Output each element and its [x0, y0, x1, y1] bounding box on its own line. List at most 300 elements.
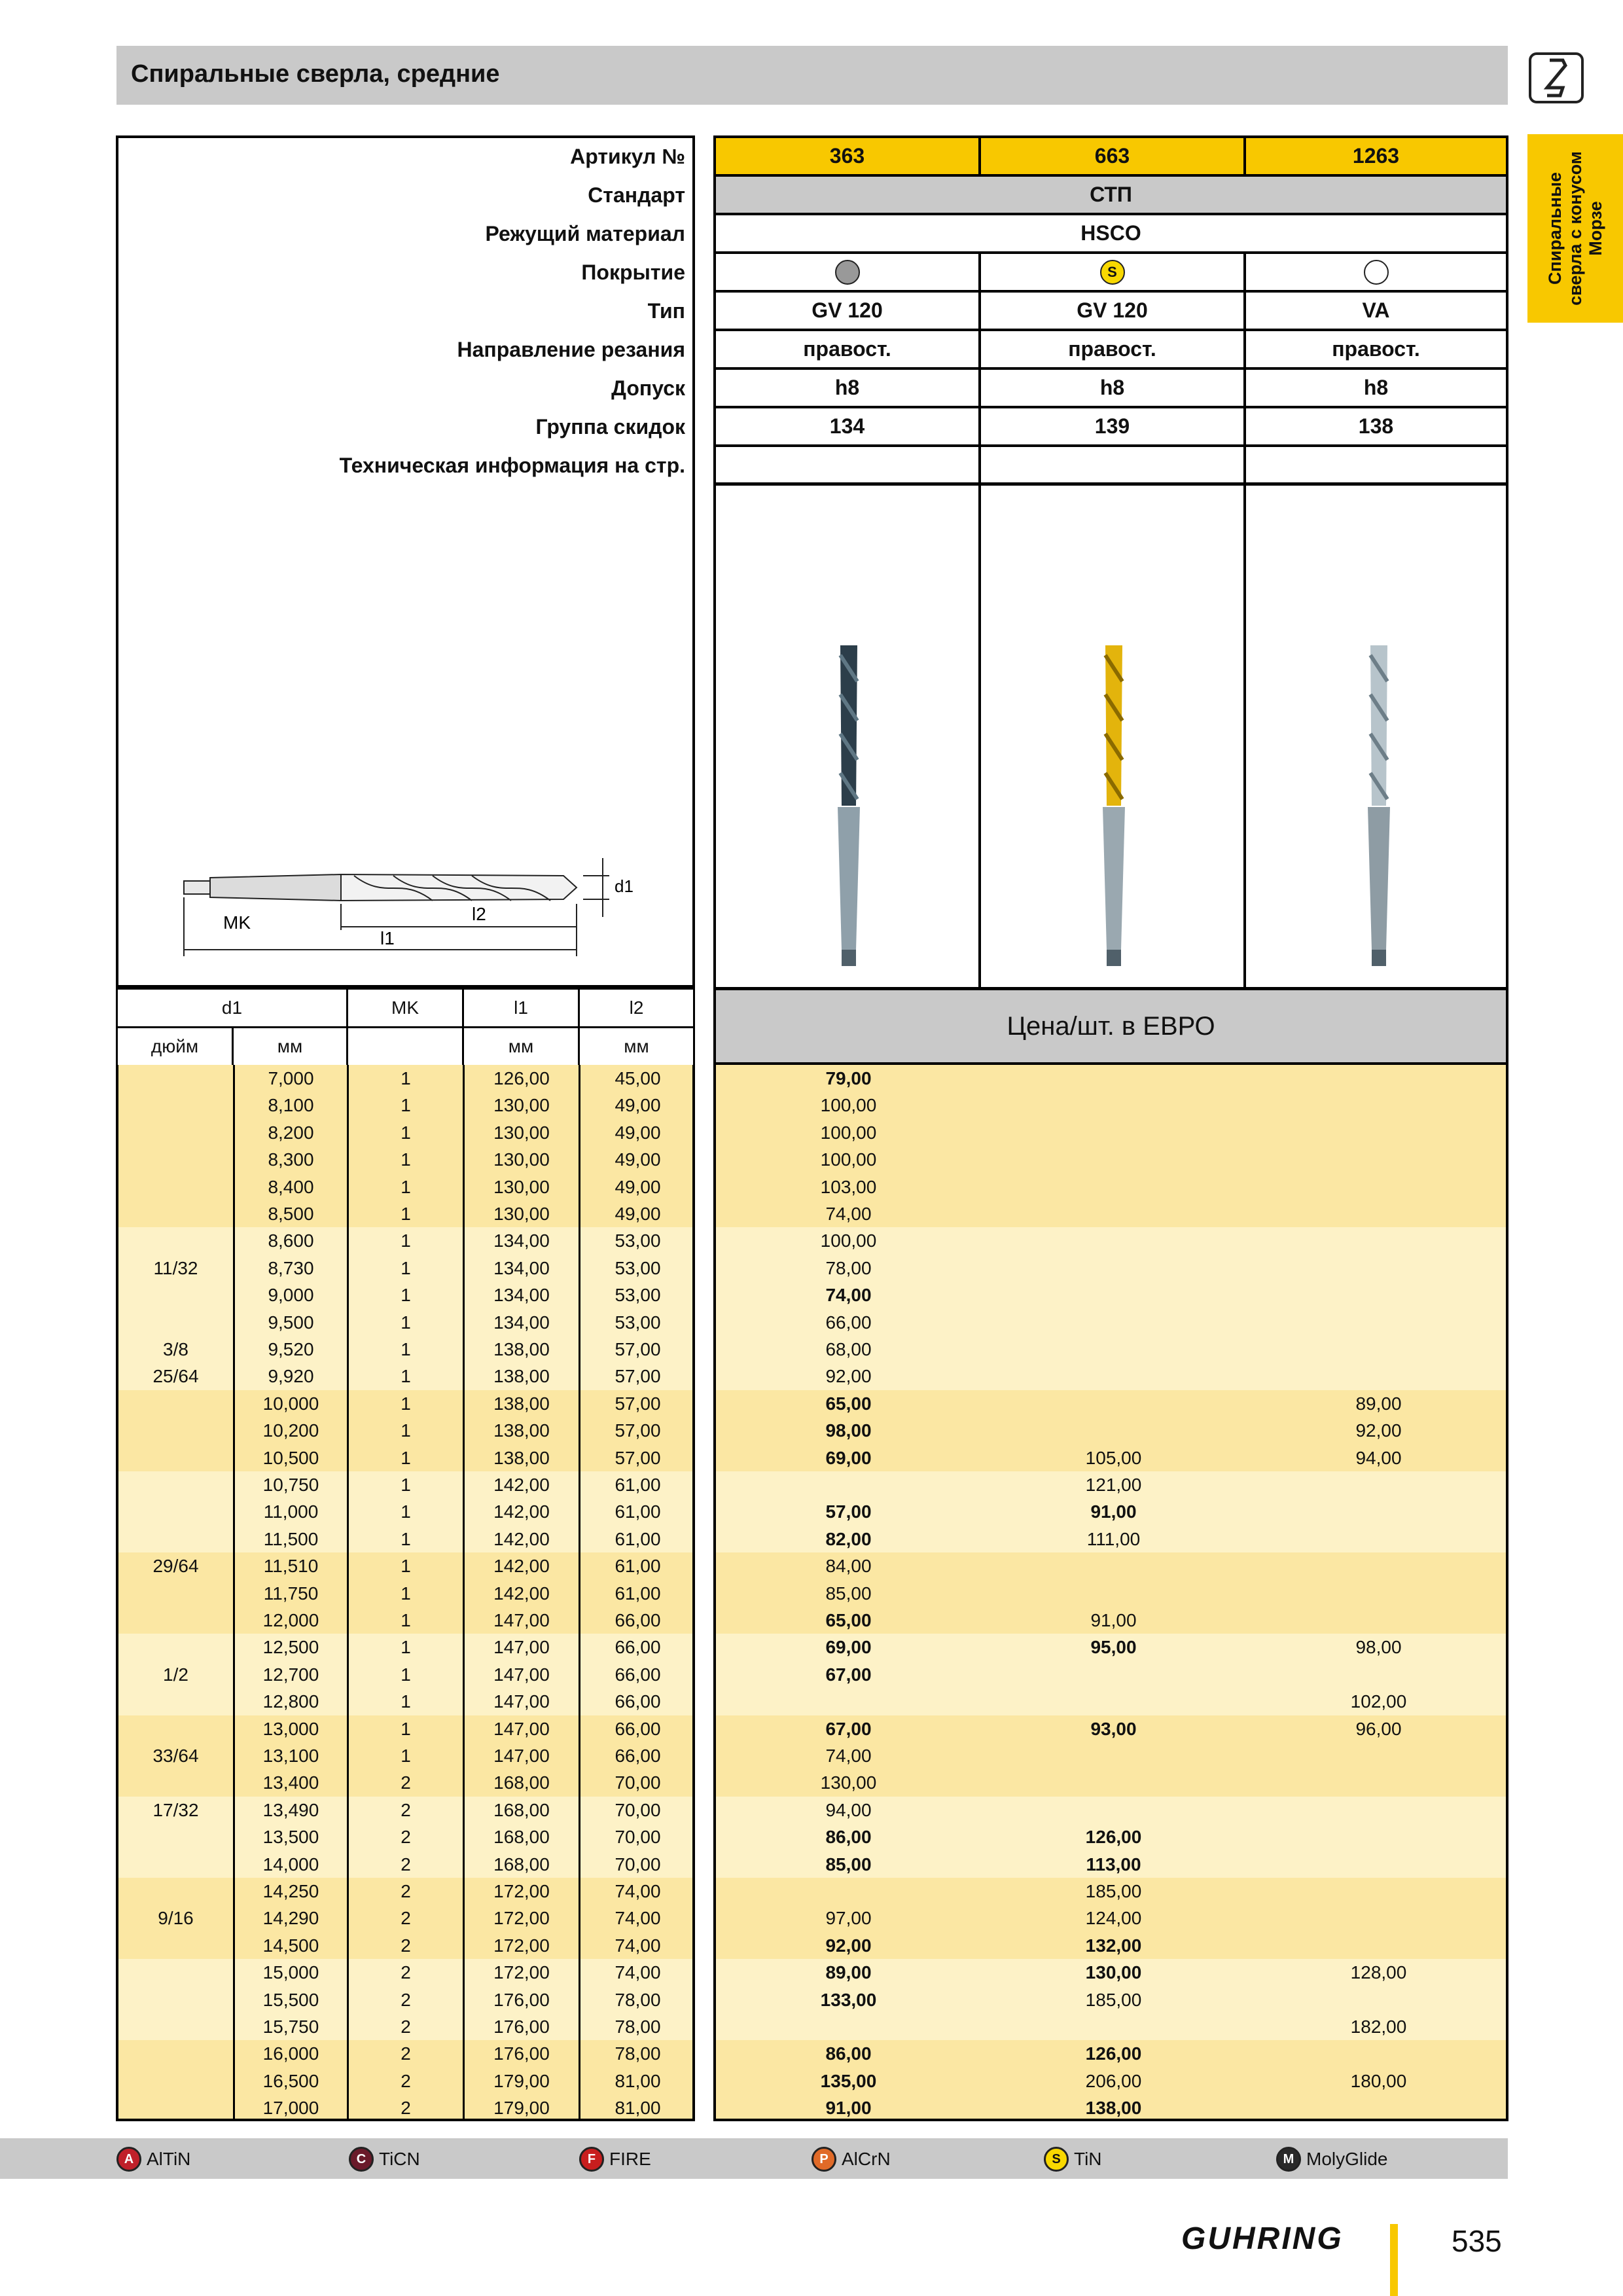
cell-l1: 138,00: [493, 1420, 550, 1441]
cell-d1: 14,290: [262, 1908, 319, 1929]
cell-price-1263: 180,00: [1350, 2070, 1407, 2091]
cell-mk: 1: [401, 1718, 411, 1739]
cell-inch: [118, 1715, 233, 1742]
cell-inch: [118, 2013, 233, 2040]
cell-l2: 66,00: [615, 1691, 661, 1712]
spec-label-coating: Покрытие: [581, 260, 685, 284]
cell-l2: 70,00: [615, 1827, 661, 1848]
cell-mk: 1: [401, 1149, 411, 1170]
cell-mk: 1: [401, 1393, 411, 1414]
cell-price-663: [981, 2013, 1246, 2040]
legend-item-molyglide: [1276, 2146, 1387, 2172]
cell-mk: 1: [401, 1339, 411, 1359]
page-number: 535: [1452, 2224, 1502, 2258]
cell-l2: 70,00: [615, 1799, 661, 1820]
cell-price-663: [981, 1580, 1246, 1607]
cell-mk: 1: [401, 1230, 411, 1251]
cell-price-363: 91,00: [825, 2098, 872, 2119]
altin-icon: A: [116, 2147, 141, 2172]
cell-l1: 142,00: [493, 1501, 550, 1522]
cell-l1: 147,00: [493, 1664, 550, 1685]
cell-mk: 2: [401, 1989, 411, 2010]
cell-price-663: [981, 1174, 1246, 1200]
cell-inch: [118, 1092, 233, 1119]
col-subheader-mm-l2: мм: [578, 1026, 695, 1067]
side-tab-line3: Морзе: [1585, 201, 1605, 256]
cell-mk: 1: [401, 1501, 411, 1522]
cell-l2: 74,00: [615, 1908, 661, 1929]
cell-l1: 138,00: [493, 1339, 550, 1359]
cell-mk: 2: [401, 1881, 411, 1901]
cell-price-1263: [1246, 1174, 1508, 1200]
spec-label-discount: Группа скидок: [535, 415, 685, 439]
cell-d1: 9,920: [268, 1366, 314, 1387]
cell-price-663: [981, 1742, 1246, 1769]
cell-price-363: 69,00: [825, 1447, 872, 1468]
cell-price-363: [716, 1471, 981, 1498]
cell-d1: 13,400: [262, 1772, 319, 1793]
cell-inch: 33/64: [152, 1746, 199, 1766]
cell-l1: 142,00: [493, 1556, 550, 1577]
cell-price-1263: [1246, 1200, 1508, 1227]
cell-d1: 15,750: [262, 2017, 319, 2037]
discount-1: 134: [713, 406, 981, 447]
cell-inch: [118, 1932, 233, 1959]
cell-price-1263: [1246, 1363, 1508, 1390]
cell-l1: 134,00: [493, 1257, 550, 1278]
cell-mk: 1: [401, 1637, 411, 1658]
cell-price-663: [981, 1146, 1246, 1173]
cell-l2: 78,00: [615, 1989, 661, 2010]
cell-inch: [118, 1607, 233, 1634]
discount-3: 138: [1243, 406, 1508, 447]
cell-d1: 15,000: [262, 1962, 319, 1983]
direction-3: правост.: [1243, 329, 1508, 370]
cell-price-663: [981, 1417, 1246, 1444]
cell-d1: 13,490: [262, 1799, 319, 1820]
cell-price-363: 82,00: [825, 1528, 872, 1549]
spec-box: [116, 135, 695, 988]
cell-inch: [118, 1417, 233, 1444]
alcrn-icon: P: [812, 2147, 836, 2172]
cell-price-663: 126,00: [1085, 2043, 1142, 2064]
cell-l1: 176,00: [493, 2017, 550, 2037]
cell-mk: 1: [401, 1691, 411, 1712]
cell-price-363: 100,00: [820, 1122, 877, 1143]
cell-inch: [118, 1769, 233, 1796]
col-subheader-inch: дюйм: [116, 1026, 234, 1067]
cell-l2: 57,00: [615, 1393, 661, 1414]
cell-d1: 14,250: [262, 1881, 319, 1901]
cell-l2: 81,00: [615, 2098, 661, 2119]
cell-l2: 45,00: [615, 1068, 661, 1088]
cell-price-663: [981, 1309, 1246, 1336]
cell-d1: 12,000: [262, 1610, 319, 1630]
cell-price-1263: 89,00: [1355, 1393, 1402, 1414]
cell-l2: 74,00: [615, 1962, 661, 1983]
cell-price-663: [981, 1200, 1246, 1227]
cell-inch: 17/32: [152, 1799, 199, 1820]
legend-label: AlTiN: [147, 2149, 191, 2169]
cell-mk: 2: [401, 1935, 411, 1956]
cell-mk: 2: [401, 2098, 411, 2119]
cell-price-1263: [1246, 1282, 1508, 1308]
cell-price-363: 68,00: [825, 1339, 872, 1359]
cell-mk: 1: [401, 1746, 411, 1766]
cell-l2: 61,00: [615, 1556, 661, 1577]
cell-price-663: [981, 1119, 1246, 1146]
legend-item-fire: [579, 2146, 651, 2172]
cell-mk: 1: [401, 1366, 411, 1387]
cell-price-363: 74,00: [825, 1204, 872, 1224]
coating-cell-3: [1243, 251, 1508, 293]
cell-price-1263: [1246, 1471, 1508, 1498]
cell-price-1263: 98,00: [1355, 1637, 1402, 1658]
col-subheader-mm: мм: [232, 1026, 348, 1067]
cell-price-1263: [1246, 1742, 1508, 1769]
cell-price-663: [981, 1552, 1246, 1579]
legend-label: MolyGlide: [1306, 2149, 1388, 2169]
page-title: Спиральные сверла, средние: [131, 60, 500, 88]
cell-inch: [118, 2040, 233, 2067]
legend-item-alcrn: [812, 2146, 891, 2172]
cell-price-1263: [1246, 1498, 1508, 1525]
cell-price-363: 65,00: [825, 1610, 872, 1630]
cell-price-363: 100,00: [820, 1095, 877, 1116]
cell-price-663: [981, 1769, 1246, 1796]
cell-price-1263: [1246, 1797, 1508, 1823]
cell-d1: 13,500: [262, 1827, 319, 1848]
title-band: [116, 46, 1508, 105]
cell-mk: 1: [401, 1204, 411, 1224]
cell-price-663: 95,00: [1090, 1637, 1137, 1658]
cell-l1: 138,00: [493, 1447, 550, 1468]
cell-mk: 2: [401, 2043, 411, 2064]
cell-d1: 13,100: [262, 1746, 319, 1766]
cell-l1: 168,00: [493, 1799, 550, 1820]
legend-item-ticn: [349, 2146, 420, 2172]
article-1263[interactable]: 1263: [1243, 135, 1508, 177]
cell-inch: [118, 1498, 233, 1525]
col-subheader-mm-l1: мм: [462, 1026, 580, 1067]
cell-inch: [118, 1282, 233, 1308]
drawing-l2: l2: [472, 904, 486, 924]
cell-price-663: 132,00: [1085, 1935, 1142, 1956]
cell-mk: 1: [401, 1420, 411, 1441]
cell-d1: 8,730: [268, 1257, 314, 1278]
cell-l2: 61,00: [615, 1583, 661, 1604]
cell-price-363: 92,00: [825, 1935, 872, 1956]
cell-price-363: 98,00: [825, 1420, 872, 1441]
techinfo-2[interactable]: [978, 444, 1246, 486]
fire-icon: F: [579, 2147, 604, 2172]
cell-price-363: 79,00: [825, 1068, 872, 1088]
drill-icon: [1527, 51, 1585, 105]
cell-l1: 130,00: [493, 1122, 550, 1143]
cell-mk: 1: [401, 1285, 411, 1306]
cell-inch: 29/64: [152, 1556, 199, 1577]
col-header-l2: l2: [578, 988, 695, 1028]
cell-price-663: [981, 1797, 1246, 1823]
cell-inch: [118, 1959, 233, 1986]
cell-price-663: 185,00: [1085, 1881, 1142, 1901]
cell-mk: 1: [401, 1475, 411, 1495]
cell-mk: 1: [401, 1176, 411, 1197]
cell-mk: 2: [401, 2070, 411, 2091]
cell-mk: 2: [401, 1854, 411, 1874]
cell-d1: 11,500: [263, 1528, 319, 1549]
cell-price-1263: 128,00: [1350, 1962, 1407, 1983]
cell-price-363: 103,00: [820, 1176, 877, 1197]
cell-price-1263: [1246, 2040, 1508, 2067]
cell-inch: [118, 1580, 233, 1607]
cell-price-363: 69,00: [825, 1637, 872, 1658]
article-663[interactable]: 663: [978, 135, 1246, 177]
cell-price-1263: [1246, 1851, 1508, 1878]
cell-price-363: 67,00: [825, 1718, 872, 1739]
legend-item-altin: [116, 2146, 190, 2172]
cell-d1: 17,000: [262, 2098, 319, 2119]
col-header-l1: l1: [462, 988, 580, 1028]
cell-price-363: 94,00: [825, 1799, 872, 1820]
cell-mk: 1: [401, 1528, 411, 1549]
cell-l2: 49,00: [615, 1176, 661, 1197]
cell-price-363: 92,00: [825, 1366, 872, 1387]
cell-price-363: [716, 1878, 981, 1905]
cell-mk: 1: [401, 1610, 411, 1630]
cell-price-663: 91,00: [1090, 1501, 1137, 1522]
standard-cell: СТП: [713, 174, 1508, 215]
cell-l2: 53,00: [615, 1285, 661, 1306]
cell-price-663: [981, 1688, 1246, 1715]
cell-price-363: 65,00: [825, 1393, 872, 1414]
cell-l1: 130,00: [493, 1176, 550, 1197]
cell-d1: 8,200: [268, 1122, 314, 1143]
cell-l2: 66,00: [615, 1718, 661, 1739]
cell-d1: 14,000: [262, 1854, 319, 1874]
cell-price-363: 130,00: [820, 1772, 877, 1793]
cell-price-363: 85,00: [825, 1583, 872, 1604]
side-tab[interactable]: [1527, 134, 1623, 323]
side-tab-line2: сверла с конусом: [1565, 151, 1585, 306]
cell-l1: 179,00: [493, 2098, 550, 2119]
cell-inch: [118, 1823, 233, 1850]
cell-inch: [118, 1390, 233, 1417]
drawing-l1: l1: [380, 928, 395, 948]
cell-price-363: 84,00: [825, 1556, 872, 1577]
cell-price-1263: [1246, 1552, 1508, 1579]
cell-price-363: 100,00: [820, 1230, 877, 1251]
cell-l1: 168,00: [493, 1827, 550, 1848]
article-363[interactable]: 363: [713, 135, 981, 177]
cell-price-663: 130,00: [1085, 1962, 1142, 1983]
cell-price-1263: [1246, 1255, 1508, 1282]
cell-mk: 1: [401, 1068, 411, 1088]
cell-inch: [118, 1688, 233, 1715]
brand-bar: [1390, 2224, 1398, 2296]
col-header-d1: d1: [116, 988, 348, 1028]
cell-inch: [118, 2068, 233, 2094]
cell-l2: 53,00: [615, 1257, 661, 1278]
spec-label-direction: Направление резания: [457, 338, 685, 361]
cell-mk: 1: [401, 1447, 411, 1468]
cell-mk: 1: [401, 1664, 411, 1685]
cell-d1: 10,200: [262, 1420, 319, 1441]
drill-image-663: [1091, 642, 1137, 969]
molyglide-icon: M: [1276, 2147, 1301, 2172]
cell-d1: 7,000: [268, 1068, 314, 1088]
cell-d1: 12,500: [262, 1637, 319, 1658]
cell-price-663: 185,00: [1085, 1989, 1142, 2010]
spec-label-material: Режущий материал: [485, 222, 685, 245]
cell-price-1263: [1246, 1986, 1508, 2013]
cell-mk: 1: [401, 1257, 411, 1278]
cell-d1: 10,750: [262, 1475, 319, 1495]
cell-price-363: 135,00: [820, 2070, 877, 2091]
cell-l1: 138,00: [493, 1393, 550, 1414]
cell-l2: 74,00: [615, 1881, 661, 1901]
cell-l1: 172,00: [493, 1881, 550, 1901]
cell-mk: 1: [401, 1583, 411, 1604]
cell-l2: 78,00: [615, 2043, 661, 2064]
cell-price-1263: [1246, 1580, 1508, 1607]
cell-price-663: [981, 1255, 1246, 1282]
cell-price-363: 57,00: [825, 1501, 872, 1522]
cell-inch: [118, 1526, 233, 1552]
cell-l2: 61,00: [615, 1528, 661, 1549]
spec-label-type: Тип: [647, 299, 685, 323]
cell-price-1263: [1246, 1065, 1508, 1092]
cell-price-1263: [1246, 1932, 1508, 1959]
tin-coating-icon: S: [1100, 260, 1125, 285]
col-subheader-mk: [346, 1026, 464, 1067]
cell-mk: 2: [401, 1827, 411, 1848]
cell-price-363: 74,00: [825, 1285, 872, 1306]
cell-d1: 9,500: [268, 1312, 314, 1333]
drill-images: [713, 482, 1508, 990]
cell-d1: 9,520: [268, 1339, 314, 1359]
cell-price-363: 86,00: [825, 1827, 872, 1848]
brand-logo: GUHRING: [1181, 2221, 1344, 2256]
cell-l1: 126,00: [493, 1068, 550, 1088]
cell-inch: [118, 1851, 233, 1878]
cell-l2: 61,00: [615, 1475, 661, 1495]
cell-price-663: 124,00: [1085, 1908, 1142, 1929]
cell-d1: 8,300: [268, 1149, 314, 1170]
cell-price-363: 67,00: [825, 1664, 872, 1685]
cell-mk: 1: [401, 1312, 411, 1333]
cell-price-1263: [1246, 1146, 1508, 1173]
cell-price-363: [716, 1688, 981, 1715]
cell-d1: 13,000: [262, 1718, 319, 1739]
cell-l2: 49,00: [615, 1149, 661, 1170]
cell-l2: 57,00: [615, 1420, 661, 1441]
side-tab-line1: Спиральные: [1544, 171, 1565, 285]
drill-image-1263: [1356, 642, 1402, 969]
cell-price-1263: [1246, 1607, 1508, 1634]
cell-price-663: [981, 1065, 1246, 1092]
cell-price-1263: 182,00: [1350, 2017, 1407, 2037]
cell-l1: 134,00: [493, 1230, 550, 1251]
spec-label-tolerance: Допуск: [611, 376, 685, 400]
drawing-d1: d1: [615, 876, 633, 896]
legend-label: TiN: [1074, 2149, 1102, 2169]
cell-l1: 147,00: [493, 1691, 550, 1712]
cell-mk: 1: [401, 1095, 411, 1116]
cell-inch: [118, 1227, 233, 1254]
cell-l1: 172,00: [493, 1908, 550, 1929]
cell-inch: [118, 1986, 233, 2013]
cell-d1: 16,500: [262, 2070, 319, 2091]
tolerance-2: h8: [978, 367, 1246, 408]
legend-label: AlCrN: [842, 2149, 891, 2169]
techinfo-3[interactable]: [1243, 444, 1508, 486]
cell-l2: 78,00: [615, 2017, 661, 2037]
cell-price-363: 133,00: [820, 1989, 877, 2010]
cell-l2: 57,00: [615, 1339, 661, 1359]
cell-l2: 49,00: [615, 1122, 661, 1143]
legend-item-tin: [1044, 2146, 1102, 2172]
tolerance-1: h8: [713, 367, 981, 408]
cell-price-1263: [1246, 1769, 1508, 1796]
cell-inch: 1/2: [163, 1664, 188, 1685]
cell-price-663: 105,00: [1085, 1447, 1142, 1468]
cell-l2: 57,00: [615, 1447, 661, 1468]
cell-d1: 10,000: [262, 1393, 319, 1414]
cell-price-1263: 102,00: [1350, 1691, 1407, 1712]
cell-mk: 2: [401, 1799, 411, 1820]
cell-price-1263: 94,00: [1355, 1447, 1402, 1468]
drill-image-363: [826, 642, 872, 969]
cell-price-663: 138,00: [1085, 2098, 1142, 2119]
cell-l2: 74,00: [615, 1935, 661, 1956]
cell-l1: 130,00: [493, 1149, 550, 1170]
cell-inch: [118, 1444, 233, 1471]
type-2: GV 120: [978, 290, 1246, 331]
cell-l1: 130,00: [493, 1204, 550, 1224]
cell-price-363: 66,00: [825, 1312, 872, 1333]
cell-price-663: [981, 1661, 1246, 1688]
cell-d1: 9,000: [268, 1285, 314, 1306]
cell-l1: 168,00: [493, 1854, 550, 1874]
cell-mk: 2: [401, 1908, 411, 1929]
dimension-table: [116, 1065, 695, 2121]
cell-price-1263: [1246, 1336, 1508, 1363]
cell-mk: 2: [401, 2017, 411, 2037]
cell-inch: 25/64: [152, 1366, 199, 1387]
cell-price-663: 91,00: [1090, 1610, 1137, 1630]
cell-l1: 142,00: [493, 1583, 550, 1604]
tolerance-3: h8: [1243, 367, 1508, 408]
techinfo-1[interactable]: [713, 444, 981, 486]
cell-d1: 16,000: [262, 2043, 319, 2064]
cell-l2: 81,00: [615, 2070, 661, 2091]
cell-price-363: 78,00: [825, 1257, 872, 1278]
cell-price-663: [981, 1227, 1246, 1254]
discount-2: 139: [978, 406, 1246, 447]
spec-label-article: Артикул №: [570, 145, 685, 168]
cell-price-1263: [1246, 1823, 1508, 1850]
cell-d1: 10,500: [262, 1447, 319, 1468]
cell-price-1263: [1246, 1661, 1508, 1688]
cell-d1: 11,000: [263, 1501, 319, 1522]
cell-inch: [118, 1119, 233, 1146]
cell-inch: [118, 1200, 233, 1227]
cell-price-1263: 96,00: [1355, 1718, 1402, 1739]
cell-mk: 2: [401, 1962, 411, 1983]
cell-d1: 8,500: [268, 1204, 314, 1224]
type-3: VA: [1243, 290, 1508, 331]
